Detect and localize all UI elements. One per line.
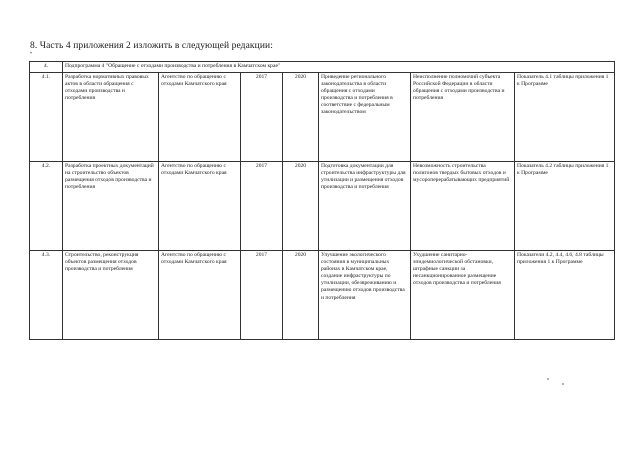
table-row (30, 162, 615, 251)
non-implementation-consequence: Ухудшение санитарно-эпидемиологической обстановки, штрафные санкции за несанкционированное размещение отходов производства и потребления (411, 251, 515, 340)
opening-quote-mark: " (30, 52, 33, 58)
scan-speck (562, 383, 564, 385)
expected-result: Подготовка документации для строительства инфраструктуры для утилизации и размещения отходов производства и потребления (319, 162, 411, 251)
executor: Агентство по обращению с отходами Камчатского края (159, 73, 241, 162)
end-year: 2020 (283, 251, 319, 340)
non-implementation-consequence: Неисполнение полномочий субъекта Российской Федерации в области обращения с отходами производства и потребления (411, 73, 515, 162)
section-heading: 8. Часть 4 приложения 2 изложить в следующей редакции: (30, 41, 273, 51)
row-number: 4.2. (30, 162, 63, 251)
expected-result: Улучшение экологического состояния в муниципальных районах в Камчатском крае, создание инфраструктуры по утилизации, обезвреживанию и размещению отходов производства и потребления (319, 251, 411, 340)
executor: Агентство по обращению с отходами Камчатского края (159, 251, 241, 340)
end-year: 2020 (283, 162, 319, 251)
subprogram-number: 4. (30, 62, 63, 73)
table-row (30, 251, 615, 340)
subprogram-table (29, 61, 615, 340)
non-implementation-consequence: Невозможность строительства полигонов твердых бытовых отходов и мусороперерабатывающих предприятий (411, 162, 515, 251)
expected-result: Приведение регионального законодательства в области обращения с отходами производства и потребления в соответствие с федеральным законодательством (319, 73, 411, 162)
measure-name: Строительство, реконструкция объектов размещения отходов производства и потребления (63, 251, 159, 340)
indicator-link: Показатель 4.1 таблицы приложения 1 к Программе (515, 73, 615, 162)
row-number: 4.3. (30, 251, 63, 340)
indicator-link: Показатели 4.2, 4.4, 4.6, 4.8 таблицы приложения 1 к Программе (515, 251, 615, 340)
measure-name: Разработка проектных документаций на строительство объектов размещения отходов производства и потребления (63, 162, 159, 251)
start-year: 2017 (241, 162, 283, 251)
indicator-link: Показатель 4.2 таблицы приложения 1 к Программе (515, 162, 615, 251)
scan-speck (547, 378, 549, 380)
table-row (30, 73, 615, 162)
start-year: 2017 (241, 73, 283, 162)
subprogram-title: Подпрограмма 4 "Обращение с отходами производства и потребления в Камчатском крае" (63, 62, 615, 73)
end-year: 2020 (283, 73, 319, 162)
measure-name: Разработка нормативных правовых актов в области обращения с отходами производства и потребления (63, 73, 159, 162)
subprogram-row (30, 62, 615, 73)
start-year: 2017 (241, 251, 283, 340)
executor: Агентство по обращению с отходами Камчатского края (159, 162, 241, 251)
row-number: 4.1. (30, 73, 63, 162)
